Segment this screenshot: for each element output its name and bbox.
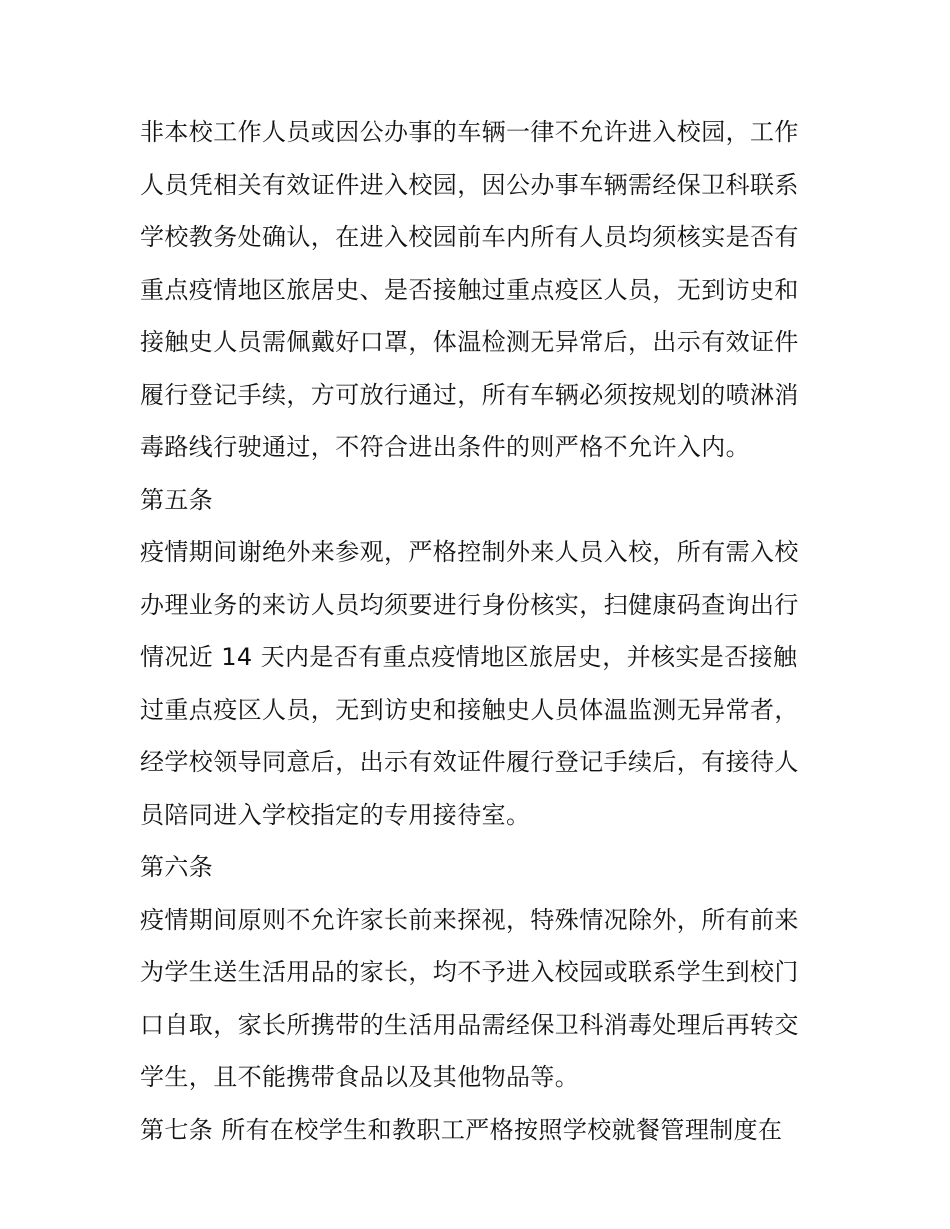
text-line: 毒路线行驶通过，不符合进出条件的则严格不允许入内。 [140, 433, 750, 461]
article-heading-5: 第五条 [140, 485, 214, 514]
text-line: 非本校工作人员或因公办事的车辆一律不允许进入校园，工作 [140, 118, 799, 146]
text-line: 过重点疫区人员，无到访史和接触史人员体温监测无异常者， [140, 695, 799, 724]
document-body [140, 106, 820, 1156]
text-line: 情况近 14 天内是否有重点疫情地区旅居史，并核实是否接触 [140, 643, 798, 671]
article-heading-7-line: 第七条 所有在校学生和教职工严格按照学校就餐管理制度在 [140, 1115, 783, 1144]
text-line: 疫情期间谢绝外来参观，严格控制外来人员入校，所有需入校 [140, 538, 799, 566]
text-line: 经学校领导同意后，出示有效证件履行登记手续后，有接待人 [140, 748, 799, 776]
text-line: 接触史人员需佩戴好口罩，体温检测无异常后，出示有效证件 [140, 328, 799, 356]
text-line: 学校教务处确认，在进入校园前车内所有人员均须核实是否有 [140, 223, 799, 251]
text-line: 口自取，家长所携带的生活用品需经保卫科消毒处理后再转交 [140, 1010, 799, 1039]
article-heading-6: 第六条 [140, 853, 214, 881]
text-line: 为学生送生活用品的家长，均不予进入校园或联系学生到校门 [140, 958, 799, 986]
text-line: 履行登记手续，方可放行通过，所有车辆必须按规划的喷淋消 [140, 380, 799, 409]
text-line: 人员凭相关有效证件进入校园，因公办事车辆需经保卫科联系 [140, 170, 799, 199]
text-line: 学生，且不能携带食品以及其他物品等。 [140, 1063, 580, 1091]
text-line: 疫情期间原则不允许家长前来探视，特殊情况除外，所有前来 [140, 905, 799, 934]
text-line: 重点疫情地区旅居史、是否接触过重点疫区人员，无到访史和 [140, 275, 799, 304]
text-line: 员陪同进入学校指定的专用接待室。 [140, 800, 531, 829]
text-line: 办理业务的来访人员均须要进行身份核实，扫健康码查询出行 [140, 590, 799, 619]
